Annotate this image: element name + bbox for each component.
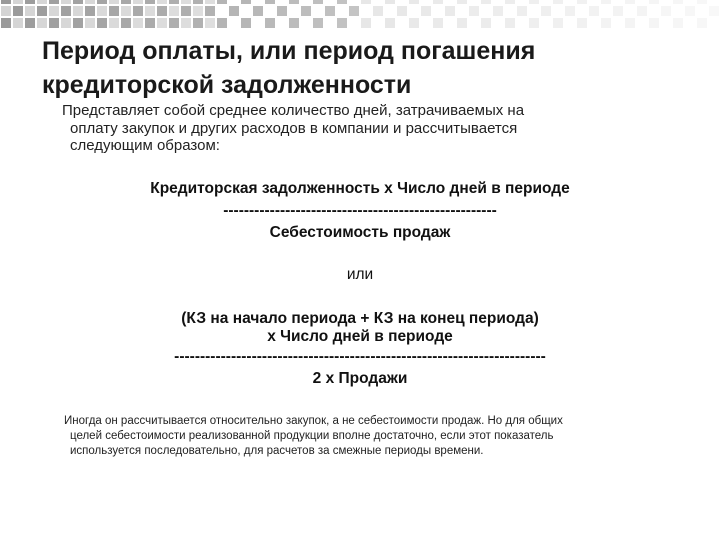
checker-square (13, 18, 23, 28)
checker-square (577, 18, 587, 28)
checker-square (685, 6, 695, 16)
checker-square (37, 6, 47, 16)
checker-square (397, 18, 407, 28)
checker-square (589, 0, 599, 4)
checker-square (241, 6, 251, 16)
checker-square (625, 0, 635, 4)
checker-square (13, 6, 23, 16)
checker-square (265, 0, 275, 4)
checker-square (109, 6, 119, 16)
checker-square (397, 6, 407, 16)
checker-square (145, 6, 155, 16)
checker-square (661, 18, 671, 28)
checker-square (493, 6, 503, 16)
checker-square (85, 0, 95, 4)
checker-square (253, 6, 263, 16)
checker-square (349, 0, 359, 4)
checker-square (637, 6, 647, 16)
intro-paragraph (62, 102, 682, 155)
checker-square (421, 6, 431, 16)
formula1-numerator: Кредиторская задолженность x Число дней в периоде (150, 180, 570, 197)
title-line-2: кредиторской задолженности (42, 71, 412, 99)
checker-square (265, 6, 275, 16)
checker-square (229, 0, 239, 4)
checker-square (205, 0, 215, 4)
checker-square (625, 18, 635, 28)
checker-square (529, 6, 539, 16)
checker-square (385, 6, 395, 16)
checker-square (661, 0, 671, 4)
checker-square (709, 6, 719, 16)
checker-square (37, 18, 47, 28)
checker-square (517, 18, 527, 28)
checker-square (205, 6, 215, 16)
checker-square (433, 6, 443, 16)
intro-line-1: Представляет собой среднее количество дней, затрачиваемых на (62, 102, 525, 119)
checker-square (109, 18, 119, 28)
checker-square (289, 0, 299, 4)
checker-square (673, 18, 683, 28)
checker-square (121, 6, 131, 16)
checker-square (397, 0, 407, 4)
checker-square (97, 6, 107, 16)
checker-square (325, 0, 335, 4)
checker-square (1, 0, 11, 4)
checker-square (25, 6, 35, 16)
checker-square (409, 18, 419, 28)
checker-square (133, 6, 143, 16)
checker-square (73, 18, 83, 28)
checker-square (469, 0, 479, 4)
checker-square (361, 18, 371, 28)
checker-square (193, 6, 203, 16)
checker-square (493, 0, 503, 4)
checker-square (433, 18, 443, 28)
checker-square (61, 18, 71, 28)
checker-square (637, 18, 647, 28)
checker-square (157, 6, 167, 16)
checker-square (505, 18, 515, 28)
checker-square (565, 6, 575, 16)
note-line-1: Иногда он рассчитывается относительно закупок, а не себестоимости продаж. Но для общих (64, 415, 563, 427)
checker-square (217, 18, 227, 28)
checker-square (481, 6, 491, 16)
checker-square (649, 18, 659, 28)
checker-square (517, 0, 527, 4)
checker-square (661, 6, 671, 16)
checker-square (685, 0, 695, 4)
decorative-checker-band (0, 0, 720, 32)
checker-square (445, 6, 455, 16)
checker-square (649, 6, 659, 16)
checker-square (361, 6, 371, 16)
checker-square (133, 18, 143, 28)
checker-square (601, 6, 611, 16)
checker-square (97, 18, 107, 28)
checker-square (217, 0, 227, 4)
checker-square (49, 0, 59, 4)
checker-square (337, 18, 347, 28)
checker-square (277, 6, 287, 16)
intro-line-3: следующим образом: (70, 137, 220, 154)
checker-square (313, 0, 323, 4)
checker-square (49, 6, 59, 16)
title-line-1: Период оплаты, или период погашения (42, 37, 536, 65)
checker-square (277, 18, 287, 28)
checker-square (613, 18, 623, 28)
checker-square (517, 6, 527, 16)
checker-square (169, 6, 179, 16)
checker-square (457, 0, 467, 4)
checker-square (313, 18, 323, 28)
checker-square (73, 6, 83, 16)
checker-square (577, 6, 587, 16)
checker-square (1, 6, 11, 16)
checker-square (553, 0, 563, 4)
formula2-numerator-line2: x Число дней в периоде (267, 328, 453, 345)
checker-square (673, 0, 683, 4)
checker-square (409, 0, 419, 4)
checker-square (253, 0, 263, 4)
checker-square (229, 18, 239, 28)
checker-square (301, 0, 311, 4)
checker-square (553, 6, 563, 16)
checker-square (589, 18, 599, 28)
checker-square (709, 18, 719, 28)
checker-square (109, 0, 119, 4)
checker-square (13, 0, 23, 4)
checker-square (253, 18, 263, 28)
checker-square (85, 6, 95, 16)
checker-square (373, 0, 383, 4)
checker-square (349, 18, 359, 28)
checker-square (37, 0, 47, 4)
intro-line-2: оплату закупок и других расходов в компании и рассчитывается (70, 119, 518, 137)
formula2-denominator: 2 x Продажи (312, 370, 408, 387)
formula1-denominator: Себестоимость продаж (269, 224, 451, 241)
checker-square (481, 18, 491, 28)
checker-square (481, 0, 491, 4)
checker-square (169, 18, 179, 28)
formula1-divider: ----------------------------------------------------- (223, 202, 497, 219)
checker-square (181, 18, 191, 28)
checker-square (457, 6, 467, 16)
checker-square (541, 18, 551, 28)
checker-square (325, 18, 335, 28)
checker-square (505, 6, 515, 16)
checker-square (157, 0, 167, 4)
checker-square (601, 0, 611, 4)
checker-square (445, 18, 455, 28)
checker-square (529, 18, 539, 28)
checker-square (349, 6, 359, 16)
formula2-divider: ------------------------------------------------------------------------ (174, 348, 546, 365)
or-separator: или (346, 266, 374, 283)
checker-square (373, 18, 383, 28)
formula2-numerator-line1: (КЗ на начало периода + КЗ на конец периода) (181, 310, 539, 327)
checker-square (613, 0, 623, 4)
slide-title (42, 34, 702, 102)
checker-square (289, 6, 299, 16)
checker-square (373, 6, 383, 16)
checker-square (637, 0, 647, 4)
checker-square (49, 18, 59, 28)
checker-square (709, 0, 719, 4)
checker-square (85, 18, 95, 28)
checker-square (25, 18, 35, 28)
checker-square (193, 0, 203, 4)
checker-square (541, 0, 551, 4)
checker-square (469, 18, 479, 28)
checker-square (241, 0, 251, 4)
checker-square (553, 18, 563, 28)
checker-square (613, 6, 623, 16)
checker-square (337, 6, 347, 16)
checker-square (625, 6, 635, 16)
checker-square (121, 0, 131, 4)
checker-square (385, 18, 395, 28)
checker-square (589, 6, 599, 16)
checker-square (157, 18, 167, 28)
checker-square (601, 18, 611, 28)
checker-square (385, 0, 395, 4)
checker-square (1, 18, 11, 28)
checker-square (649, 0, 659, 4)
checker-square (181, 0, 191, 4)
checker-square (493, 18, 503, 28)
checker-square (445, 0, 455, 4)
checker-square (469, 6, 479, 16)
checker-square (61, 0, 71, 4)
checker-square (409, 6, 419, 16)
checker-square (565, 18, 575, 28)
checker-square (241, 18, 251, 28)
checker-square (301, 6, 311, 16)
checker-square (505, 0, 515, 4)
checker-square (265, 18, 275, 28)
checker-square (121, 18, 131, 28)
checker-square (25, 0, 35, 4)
checker-square (529, 0, 539, 4)
checker-square (277, 0, 287, 4)
checker-square (337, 0, 347, 4)
checker-square (145, 18, 155, 28)
checker-square (289, 18, 299, 28)
checker-square (181, 6, 191, 16)
checker-square (697, 6, 707, 16)
checker-square (193, 18, 203, 28)
checker-square (565, 0, 575, 4)
checker-square (421, 18, 431, 28)
checker-square (133, 0, 143, 4)
checker-square (421, 0, 431, 4)
checker-square (229, 6, 239, 16)
checker-square (577, 0, 587, 4)
checker-square (457, 18, 467, 28)
checker-square (145, 0, 155, 4)
checker-square (301, 18, 311, 28)
checker-square (313, 6, 323, 16)
checker-square (217, 6, 227, 16)
checker-square (433, 0, 443, 4)
footnote-paragraph (64, 414, 704, 459)
checker-square (97, 0, 107, 4)
note-line-3: используется последовательно, для расчетов за смежные периоды времени. (70, 445, 484, 457)
checker-square (73, 0, 83, 4)
checker-square (61, 6, 71, 16)
checker-square (361, 0, 371, 4)
note-line-2: целей себестоимости реализованной продукции вполне достаточно, если этот показатель (70, 430, 554, 442)
checker-square (685, 18, 695, 28)
checker-square (541, 6, 551, 16)
checker-square (697, 18, 707, 28)
checker-square (325, 6, 335, 16)
checker-square (169, 0, 179, 4)
checker-square (697, 0, 707, 4)
checker-square (673, 6, 683, 16)
checker-square (205, 18, 215, 28)
